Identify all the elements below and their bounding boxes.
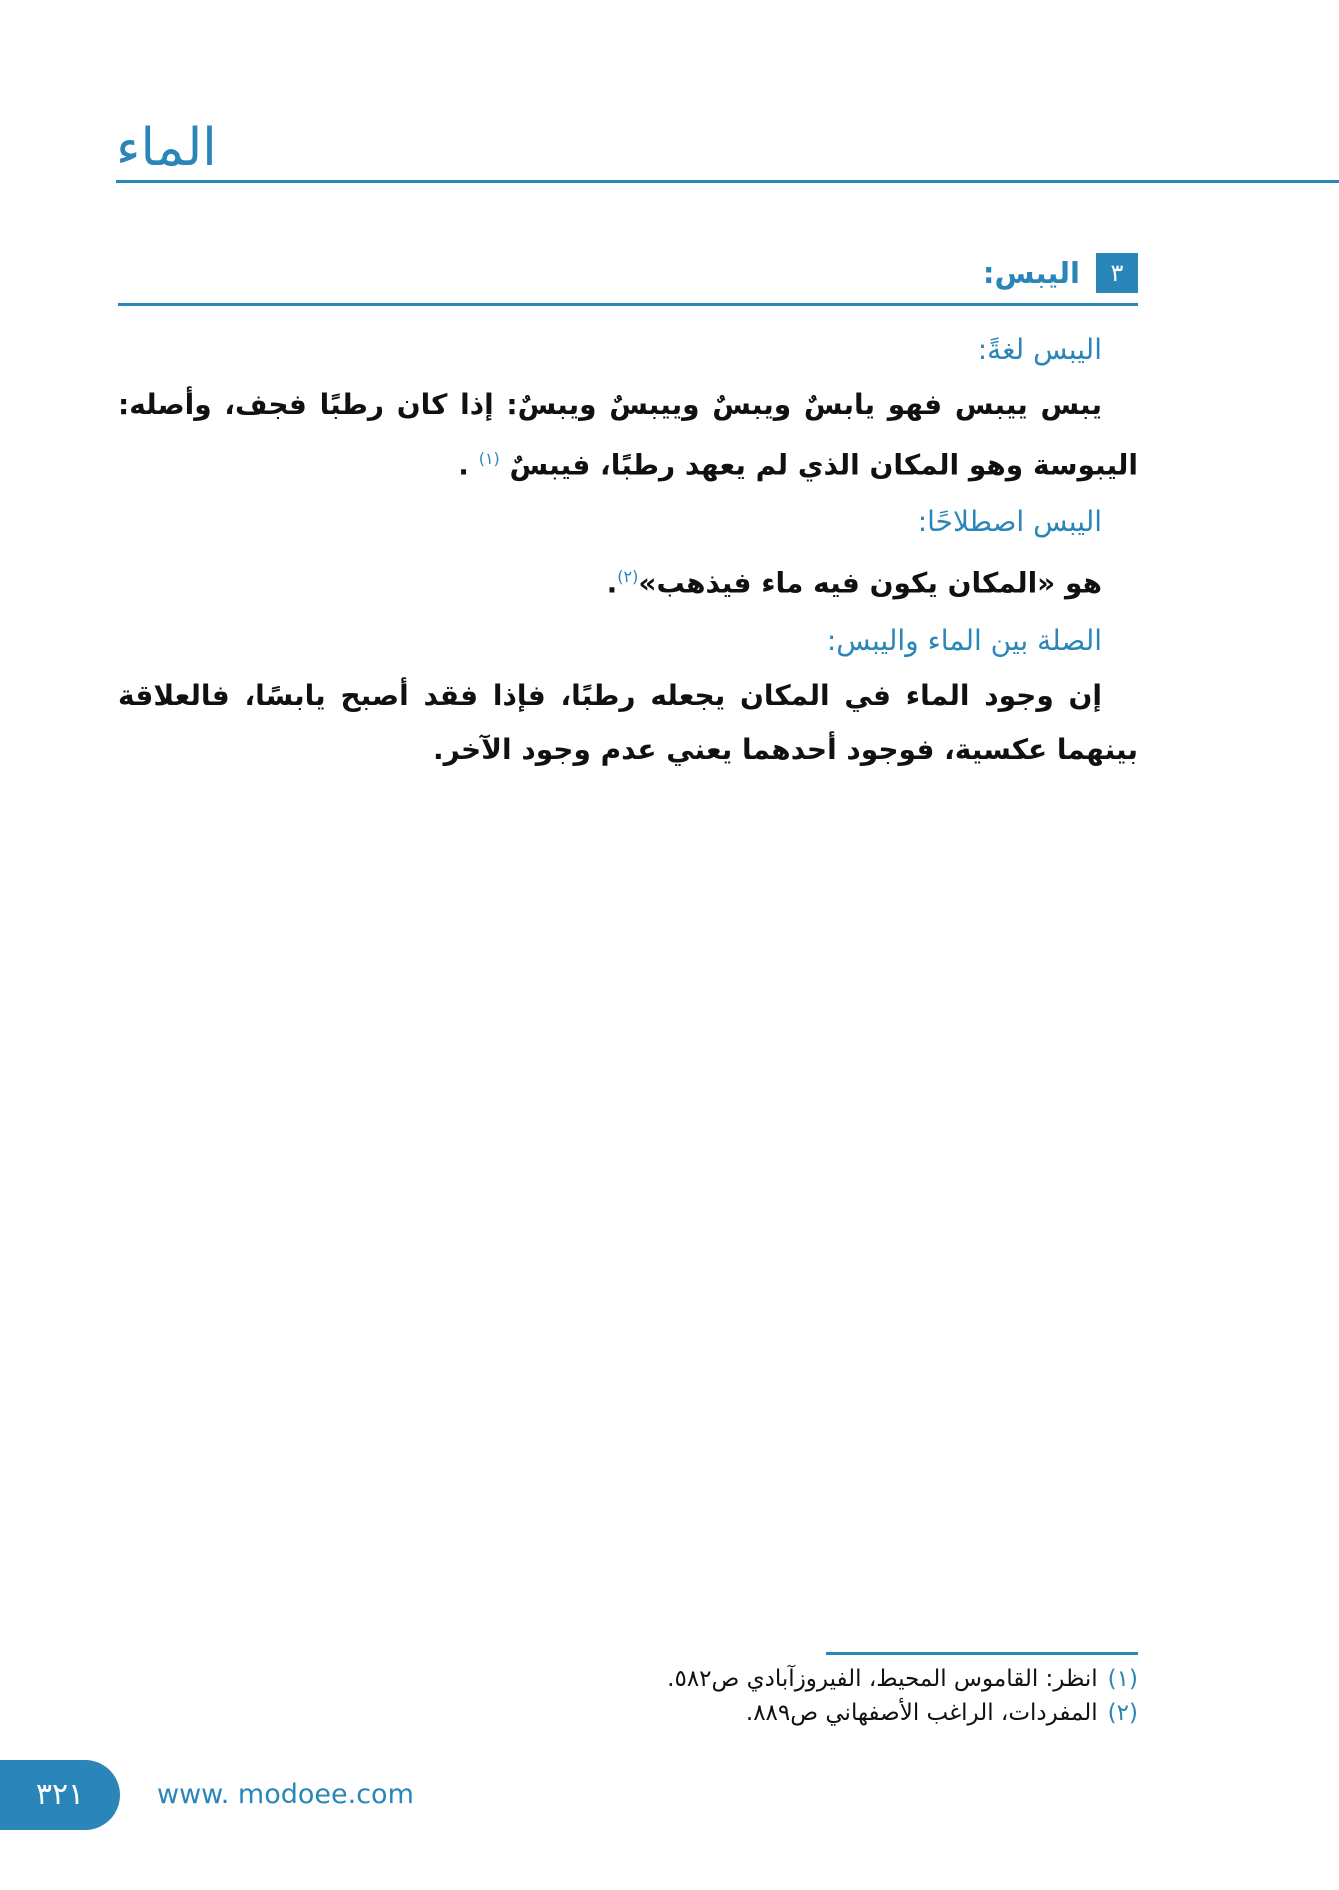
paragraph-text: هو «المكان يكون فيه ماء فيذهب» bbox=[638, 566, 1102, 600]
section-number-badge: ٣ bbox=[1096, 253, 1138, 293]
paragraph-technical-definition bbox=[118, 550, 1138, 610]
footnote-number: (١) bbox=[1107, 1666, 1138, 1692]
chapter-title: الماء bbox=[116, 118, 217, 178]
footnote-item bbox=[500, 1696, 1138, 1730]
header-divider bbox=[116, 180, 1339, 183]
article-body bbox=[118, 320, 1138, 783]
footnote-ref-1[interactable]: (١) bbox=[478, 449, 500, 468]
page-number-badge: ٣٢١ bbox=[0, 1760, 120, 1830]
website-link[interactable]: www. modoee.com bbox=[157, 1779, 414, 1810]
footnotes bbox=[500, 1662, 1138, 1730]
paragraph-text: يبس ييبس فهو يابسٌ ويبسٌ وييبسٌ ويبسٌ: إذا كان رطبًا فجف، وأصله: اليبوسة وهو المكان الذي لم يعهد رطبًا، فيبسٌ bbox=[118, 388, 1138, 482]
paragraph-relation bbox=[118, 669, 1138, 777]
footnote-number: (٢) bbox=[1107, 1700, 1138, 1726]
section-title: اليبس: bbox=[982, 256, 1080, 290]
footnote-divider bbox=[826, 1652, 1138, 1655]
footnote-text: المفردات، الراغب الأصفهاني ص٨٨٩. bbox=[745, 1700, 1098, 1726]
section-header bbox=[118, 253, 1138, 305]
section-divider bbox=[118, 303, 1138, 306]
subheading-relation: الصلة بين الماء واليبس: bbox=[826, 623, 1102, 657]
paragraph-text: إن وجود الماء في المكان يجعله رطبًا، فإذا فقد أصبح يابسًا، فالعلاقة بينهما عكسية، فوجود أحدهما يعني عدم وجود الآخر. bbox=[118, 678, 1138, 766]
footnote-ref-2[interactable]: (٢) bbox=[617, 567, 639, 587]
footnote-item bbox=[500, 1662, 1138, 1696]
paragraph-linguistic-definition bbox=[118, 378, 1138, 492]
subheading-linguistic: اليبس لغةً: bbox=[977, 333, 1102, 366]
paragraph-tail: . bbox=[458, 448, 479, 482]
footnote-text: انظر: القاموس المحيط، الفيروزآبادي ص٥٨٢. bbox=[667, 1666, 1098, 1692]
subheading-technical: اليبس اصطلاحًا: bbox=[917, 505, 1102, 539]
paragraph-tail: . bbox=[606, 566, 618, 600]
